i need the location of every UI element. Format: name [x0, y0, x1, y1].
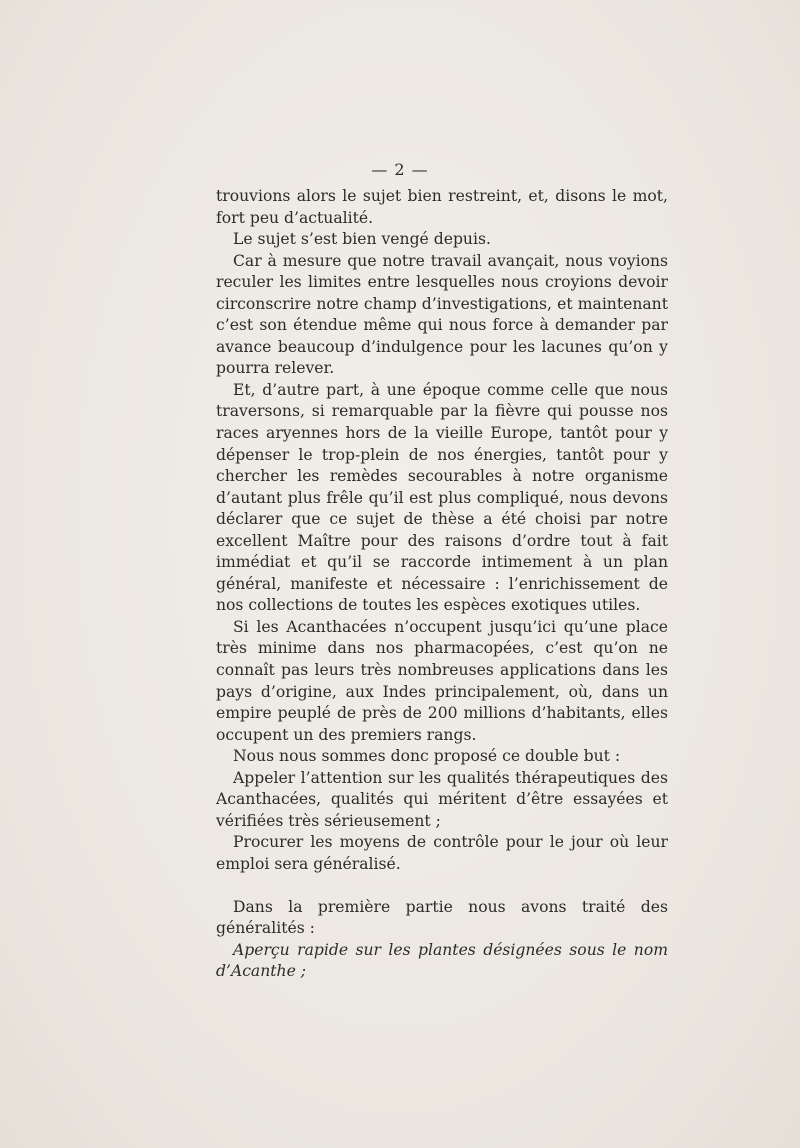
paragraph: Si les Acanthacées n’occupent jusqu’ici qu’une place très minime dans nos pharmacopées, c’est qu’on ne connaît pas leurs très nombreuses applications dans les pays d’origine, aux Indes principalement, où, dans un empire peuplé de près de 200 millions d’habitants, elles occupent un des premiers rangs. — [216, 617, 668, 744]
page-number: — 2 — — [371, 160, 429, 179]
paragraph-italic: Aperçu rapide sur les plantes désignées sous le nom d’Acanthe ; — [216, 940, 668, 981]
paragraph: Nous nous sommes donc proposé ce double but : — [233, 747, 621, 766]
paragraph: Le sujet s’est bien vengé depuis. — [233, 230, 491, 249]
body-text — [216, 186, 668, 983]
paragraph: Procurer les moyens de contrôle pour le jour où leur emploi sera généralisé. — [216, 833, 668, 873]
paragraph: Et, d’autre part, à une époque comme celle que nous traversons, si remarquable par la fièvre qui pousse nos races aryennes hors de la vieille Europe, tantôt pour y dépenser le trop-plein de nos énergies, tantôt pour y chercher les remèdes secourables à notre organisme d’autant plus frêle qu’il est plus compliqué, nous devons déclarer que ce sujet de thèse a été choisi par notre excellent Maître pour des raisons d’ordre tout à fait immédiat et qu’il se raccorde intimement à un plan général, manifeste et nécessaire : l’enrichissement de nos collections de toutes les espèces exotiques utiles. — [216, 380, 668, 615]
paragraph: Car à mesure que notre travail avançait, nous voyions reculer les limites entre lesquelles nous croyions devoir circonscrire notre champ d’investigations, et maintenant c’est son étendue même qui nous force à demander par avance beaucoup d’indulgence pour les lacunes qu’on y pourra relever. — [216, 251, 668, 378]
paragraph-continuation: trouvions alors le sujet bien restreint, et, disons le mot, fort peu d’actualité. — [216, 187, 668, 227]
paragraph: Dans la première partie nous avons traité des généralités : — [216, 897, 668, 938]
paragraph: Appeler l’attention sur les qualités thérapeutiques des Acanthacées, qualités qui méritent d’être essayées et vérifiées très sérieusement ; — [216, 768, 668, 830]
